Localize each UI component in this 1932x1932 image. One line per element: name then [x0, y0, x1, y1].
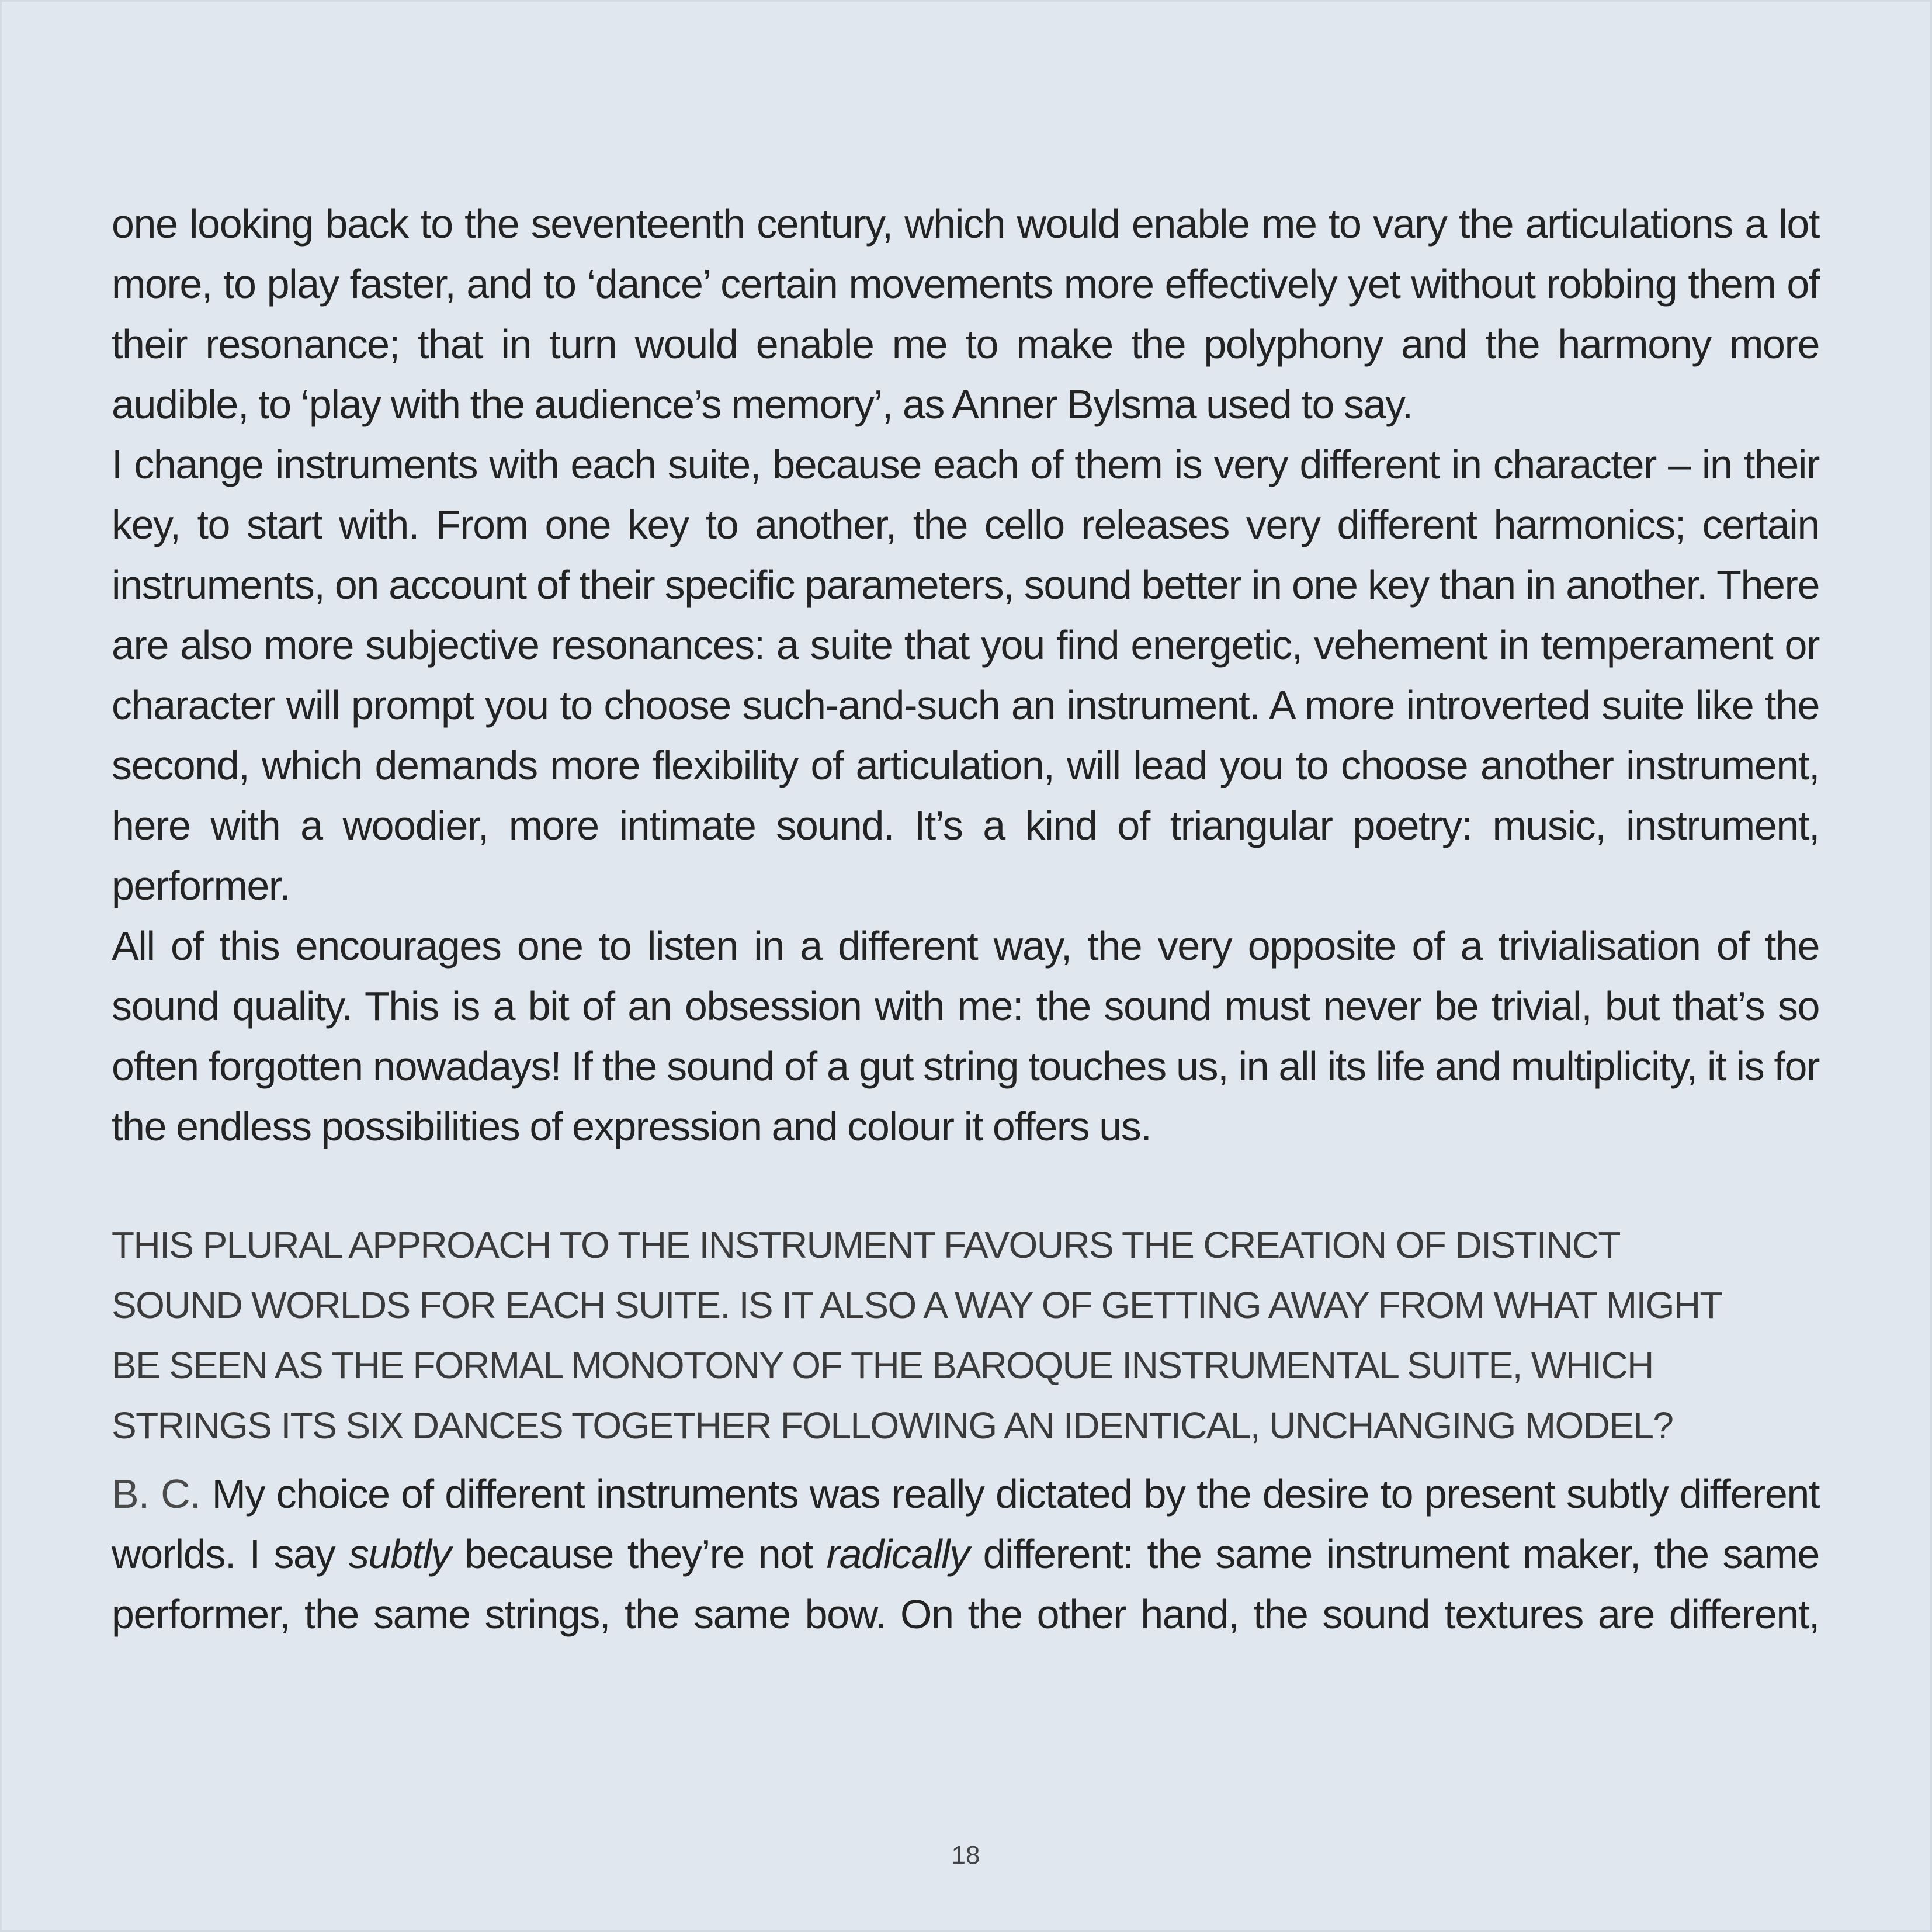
paragraph-1: one looking back to the seventeenth century, which would enable me to vary the articulations a lot more, to play faster, and to ‘dance’ certain movements more effectively yet without robbing them of their resonance; that in turn would enable me to make the polyphony and the harmony more audible, to ‘play with the audience’s memory’, as Anner Bylsma used to say.: [112, 201, 1819, 427]
speaker-initials: B. C.: [112, 1471, 201, 1517]
interview-question: THIS PLURAL APPROACH TO THE INSTRUMENT FAVOURS THE CREATION OF DISTINCT SOUND WORLDS FOR EACH SUITE. IS IT ALSO A WAY OF GETTING AWAY FROM WHAT MIGHT BE SEEN AS THE FORMAL MONOTONY OF THE BAROQUE INSTRUMENTAL SUITE, WHICH STRINGS ITS SIX DANCES TOGETHER FOLLOWING AN IDENTICAL, UNCHANGING MODEL?: [112, 1224, 1721, 1447]
answer-italic-radically: radically: [826, 1531, 969, 1577]
body-text: [112, 194, 1819, 1645]
paragraph-2: I change instruments with each suite, because each of them is very different in character – in their key, to start with. From one key to another, the cello releases very different harmonics; certain instruments, on account of their specific parameters, sound better in one key than in another. There are also more subjective resonances: a suite that you find energetic, vehement in temperament or character will prompt you to choose such-and-such an instrument. A more introverted suite like the second, which demands more flexibility of articulation, will lead you to choose another instrument, here with a woodier, more intimate sound. It’s a kind of triangular poetry: music, instrument, performer.: [112, 442, 1819, 908]
paragraph-3: All of this encourages one to listen in a different way, the very opposite of a trivialisation of the sound quality. This is a bit of an obsession with me: the sound must never be trivial, but that’s so often forgotten nowadays! If the sound of a gut string touches us, in all its life and multiplicity, it is for the endless possibilities of expression and colour it offers us.: [112, 923, 1819, 1149]
answer-text-3: different: the same instrument maker, the same performer, the same strings, the same bow. On the other hand, the sound textures are different,: [112, 1531, 1819, 1637]
interview-answer: [112, 1464, 1819, 1645]
answer-italic-subtly: subtly: [348, 1531, 451, 1577]
answer-text-1: My choice of different instruments was really dictated by the desire to present subtly different worlds. I say: [112, 1471, 1819, 1577]
page-number: 18: [951, 1841, 980, 1869]
answer-text-2: because they’re not: [464, 1531, 813, 1577]
